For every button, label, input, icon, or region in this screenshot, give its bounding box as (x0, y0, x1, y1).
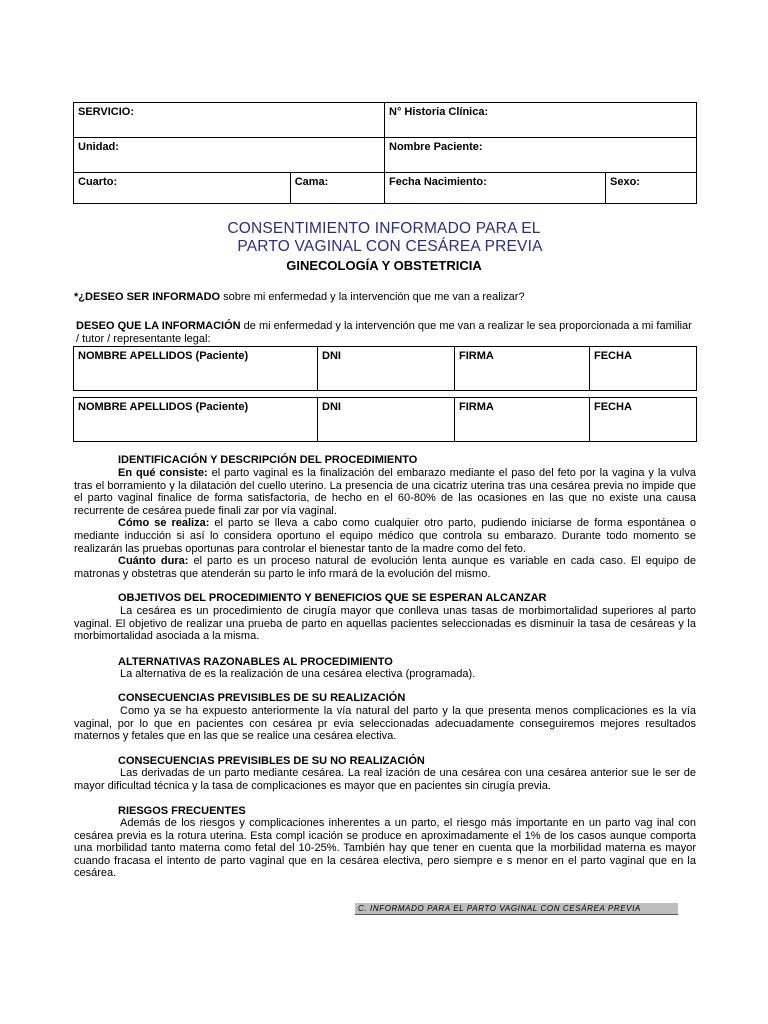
historia-clinica-field: N° Historia Clínica: (385, 103, 697, 138)
section-body-consecuencias-realizacion (74, 705, 696, 743)
patient-header-table (73, 102, 697, 204)
paragraph-consiste (74, 467, 696, 517)
cuanto-label: Cuánto dura: (118, 555, 189, 568)
deseo-informado-line (74, 291, 704, 304)
section-title-consecuencias-realizacion: CONSECUENCIAS PREVISIBLES DE SU REALIZACIÓN (118, 692, 406, 704)
firma-cell[interactable]: FIRMA (455, 398, 590, 442)
deseo-informacion-label: DESEO QUE LA INFORMACIÓN (76, 320, 241, 332)
consecuencias-no-realizacion-text: Las derivadas de un parto mediante cesárea. La real ización de una cesárea con una cesárea anterior sue le ser de mayor dificultad técnica y la tasa de complicaciones es mayor que en pacientes sin cirugía previa. (74, 767, 696, 792)
servicio-field: SERVICIO: (74, 103, 385, 138)
dni-cell[interactable]: DNI (318, 347, 455, 391)
section-body-consecuencias-no-realizacion (74, 767, 696, 792)
consiste-label: En qué consiste: (118, 467, 208, 479)
unidad-field: Unidad: (74, 138, 385, 173)
como-label: Cómo se realiza: (118, 517, 210, 530)
objetivos-text: La cesárea es un procedimiento de cirugía mayor que conlleva unas tasas de morbimortalidad superiores al parto vaginal. El objetivo de realizar una prueba de parto en aquellas pacientes seleccionadas es disminuir la tasa de cesáreas y la morbimortalidad asociada a la misma. (74, 605, 696, 643)
fecha-cell[interactable]: FECHA (590, 398, 697, 442)
section-title-riesgos: RIESGOS FRECUENTES (118, 805, 246, 817)
section-title-identificacion: IDENTIFICACIÓN Y DESCRIPCIÓN DEL PROCEDIMIENTO (118, 454, 418, 466)
page-footer-label: C. INFORMADO PARA EL PARTO VAGINAL CON CESÁREA PREVIA (355, 903, 678, 915)
section-body-identificacion (74, 467, 696, 580)
consecuencias-realizacion-text: Como ya se ha expuesto anteriormente la vía natural del parto y la que presenta menos complicaciones es la vía vaginal, por lo que en pacientes con cesárea pr evia seleccionadas adecuadamente conseguiremos mejores resultados maternos y fetales que en las que se realice una cesárea electiva. (74, 705, 696, 743)
nombre-apellidos-cell[interactable]: NOMBRE APELLIDOS (Paciente) (74, 347, 318, 391)
nombre-apellidos-cell[interactable]: NOMBRE APELLIDOS (Paciente) (74, 398, 318, 442)
fecha-nacimiento-field: Fecha Nacimiento: (385, 173, 606, 204)
cuanto-text: el parto es un proceso natural de evolución lenta aunque es variable en cada caso. El equipo de matronas y obstetras que atenderán su parto le info rmará de la evolución del mismo. (74, 555, 696, 580)
firma-cell[interactable]: FIRMA (455, 347, 590, 391)
section-body-objetivos (74, 605, 696, 643)
section-title-consecuencias-no-realizacion: CONSECUENCIAS PREVISIBLES DE SU NO REALIZACIÓN (118, 755, 425, 767)
fecha-cell[interactable]: FECHA (590, 347, 697, 391)
document-title-line2: PARTO VAGINAL CON CESÁREA PREVIA (237, 238, 543, 255)
dni-cell[interactable]: DNI (318, 398, 455, 442)
deseo-informado-text: sobre mi enfermedad y la intervención que me van a realizar? (220, 291, 525, 303)
alternativas-text: La alternativa de es la realización de una cesárea electiva (programada). (120, 668, 476, 680)
section-title-objetivos: OBJETIVOS DEL PROCEDIMIENTO Y BENEFICIOS QUE SE ESPERAN ALCANZAR (118, 592, 547, 604)
signature-table-2 (73, 397, 697, 442)
section-title-alternativas: ALTERNATIVAS RAZONABLES AL PROCEDIMIENTO (118, 656, 393, 668)
sexo-field: Sexo: (606, 173, 697, 204)
nombre-paciente-field: Nombre Paciente: (385, 138, 697, 173)
document-subtitle: GINECOLOGÍA Y OBSTETRICIA (286, 258, 482, 273)
cama-field: Cama: (290, 173, 384, 204)
riesgos-text: Además de los riesgos y complicaciones inherentes a un parto, el riesgo más importante en un parto vag inal con cesárea previa es la rotura uterina. Esta compl icación se produce en aproximadamente el 1% de los casos aunque comporta una morbilidad tanto materna como fetal del 10-25%. También hay que tener en cuenta que la morbilidad materna es mayor cuando fracasa el intento de parto vaginal que en la cesárea electiva, pero siempre e s menor en el parto vaginal que en la cesárea. (74, 817, 696, 880)
document-title-line1: CONSENTIMIENTO INFORMADO PARA EL (227, 220, 541, 237)
section-body-alternativas (74, 668, 696, 681)
deseo-informado-label: *¿DESEO SER INFORMADO (74, 291, 221, 303)
signature-table-1 (73, 346, 697, 391)
como-text: el parto se lleva a cabo como cualquier otro parto, pudiendo iniciarse de forma espontánea o mediante inducción si así lo considera oportuno el equipo médico que controla su embarazo. Durante todo momento se realizarán las pruebas oportunas para controlar el bienestar tanto de la madre como del feto. (74, 517, 697, 555)
section-body-riesgos (74, 817, 696, 880)
consiste-text: el parto vaginal es la finalización del embarazo mediante el paso del feto por la vagina y la vulva tras el borramiento y la dilatación del cuello uterino. La presencia de una cicatriz uterina tras una cesárea previa no impide que el parto vaginal finalice de forma satisfactoria, de hecho en el 60-80% de las ocasiones en las que no existe una causa recurrente de cesárea puede finali zar por vía vaginal. (74, 467, 696, 517)
paragraph-cuanto (74, 555, 696, 580)
cuarto-field: Cuarto: (74, 173, 291, 204)
deseo-informacion-line (76, 320, 696, 345)
deseo-informacion-text: de mi enfermedad y la intervención que me van a realizar le sea proporcionada a mi familiar / tutor / representante legal: (76, 320, 692, 345)
paragraph-como (74, 517, 696, 555)
